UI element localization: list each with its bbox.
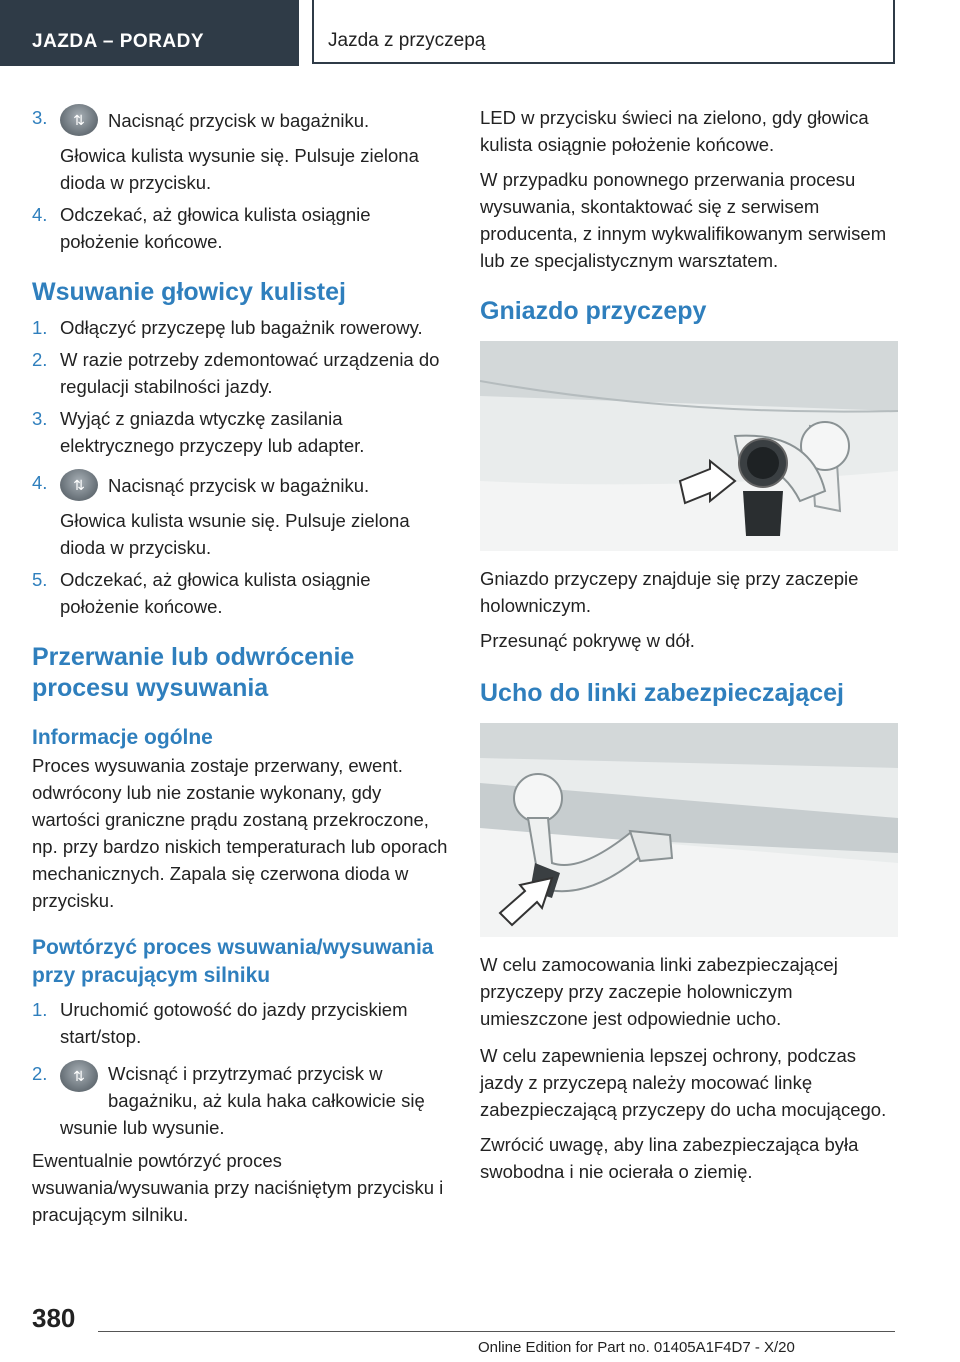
heading-repeat: Powtórzyć proces wsuwania/wysuwania przy pracującym silniku — [32, 936, 434, 987]
heading-general: Informacje ogólne — [32, 726, 213, 749]
step-subtext: Głowica kulista wysunie się. Pulsuje zielona dioda w przycisku. — [60, 145, 419, 193]
intro-text: LED w przycisku świeci na zielono, gdy głowica kulista osiągnie położenie końcowe. — [480, 107, 869, 155]
step-text: Wcisnąć i przytrzymać przycisk w bagażniku, aż kula haka całkowicie się wsunie lub wysunie. — [60, 1063, 425, 1138]
step-number: 5. — [32, 569, 48, 590]
towbar-button-icon: ⇅ — [60, 1060, 98, 1092]
eye-illustration — [480, 723, 898, 937]
heading-socket: Gniazdo przyczepy — [480, 297, 707, 325]
socket-text-1: Gniazdo przyczepy znajduje się przy zaczepie holowniczym. — [480, 568, 859, 616]
footer-divider — [98, 1331, 895, 1332]
step-text: Odłączyć przyczepę lub bagażnik rowerowy. — [60, 317, 423, 338]
towbar-button-icon: ⇅ — [60, 469, 98, 501]
step-number: 2. — [32, 349, 48, 370]
towbar-button-icon: ⇅ — [60, 104, 98, 136]
step-number: 3. — [32, 408, 48, 429]
step-number: 3. — [32, 107, 48, 128]
edition-note: Online Edition for Part no. 01405A1F4D7 - X/20 — [478, 1339, 795, 1356]
eye-text-1: W celu zamocowania linki zabezpieczającej przyczepy przy zaczepie holowniczym umieszczone jest odpowiednie ucho. — [480, 954, 838, 1029]
step-text: W razie potrzeby zdemontować urządzenia do regulacji stabilności jazdy. — [60, 349, 440, 397]
topic-title: Jazda z przyczepą — [328, 30, 486, 51]
step-item — [32, 996, 450, 1050]
heading-retract: Wsuwanie głowicy kulistej — [32, 278, 346, 306]
step-text: Nacisnąć przycisk w bagażniku. — [108, 474, 370, 496]
step-item — [32, 104, 450, 196]
step-item — [32, 314, 450, 341]
chapter-title: JAZDA – PORADY — [32, 31, 205, 52]
step-item — [32, 405, 450, 459]
eye-text-3: Zwrócić uwagę, aby lina zabezpieczająca była swobodna i nie ocierała o ziemię. — [480, 1134, 859, 1182]
step-item — [32, 201, 450, 255]
step-number: 1. — [32, 317, 48, 338]
step-item — [32, 1060, 450, 1141]
left-column — [32, 104, 450, 1228]
eye-drawing — [480, 723, 898, 937]
heading-interrupt: Przerwanie lub odwrócenie procesu wysuwania — [32, 643, 355, 702]
step-item — [32, 469, 450, 561]
step-text: Odczekać, aż głowica kulista osiągnie położenie końcowe. — [60, 569, 371, 617]
step-text: Nacisnąć przycisk w bagażniku. — [108, 109, 370, 131]
step-text: Uruchomić gotowość do jazdy przyciskiem start/stop. — [60, 999, 408, 1047]
step-number: 4. — [32, 472, 48, 493]
topic-header — [312, 0, 895, 64]
step-number: 4. — [32, 204, 48, 225]
socket-illustration — [480, 341, 898, 551]
repeat-note: Ewentualnie powtórzyć proces wsuwania/wysuwania przy naciśniętym przycisku i pracującym silniku. — [32, 1150, 444, 1225]
repeat-hint: W przypadku ponownego przerwania procesu wysuwania, skontaktować się z serwisem producenta, z innym wykwalifikowanym serwisem lub ze specjalistycznym warsztatem. — [480, 169, 887, 271]
chapter-tab — [0, 0, 299, 66]
step-item — [32, 566, 450, 620]
socket-drawing — [480, 341, 898, 551]
right-column — [480, 104, 898, 1185]
general-text: Proces wysuwania zostaje przerwany, ewent. odwrócony lub nie zostanie wykonany, gdy wartości graniczne prądu zostaną przekroczone, np. przy bardzo niskich temperaturach lub oporach mechanicznych. Zapala się czerwona dioda w przycisku. — [32, 755, 448, 911]
step-number: 2. — [32, 1063, 48, 1084]
page-number: 380 — [32, 1303, 76, 1333]
eye-text-2: W celu zapewnienia lepszej ochrony, podczas jazdy z przyczepą należy mocować linkę zabezpieczającą przyczepy do ucha mocującego. — [480, 1045, 887, 1120]
socket-text-2: Przesunąć pokrywę w dół. — [480, 630, 695, 651]
heading-eye: Ucho do linki zabezpieczającej — [480, 679, 845, 707]
step-text: Odczekać, aż głowica kulista osiągnie położenie końcowe. — [60, 204, 371, 252]
step-subtext: Głowica kulista wsunie się. Pulsuje zielona dioda w przycisku. — [60, 510, 410, 558]
step-item — [32, 346, 450, 400]
step-text: Wyjąć z gniazda wtyczkę zasilania elektrycznego przyczepy lub adapter. — [60, 408, 365, 456]
step-number: 1. — [32, 999, 48, 1020]
